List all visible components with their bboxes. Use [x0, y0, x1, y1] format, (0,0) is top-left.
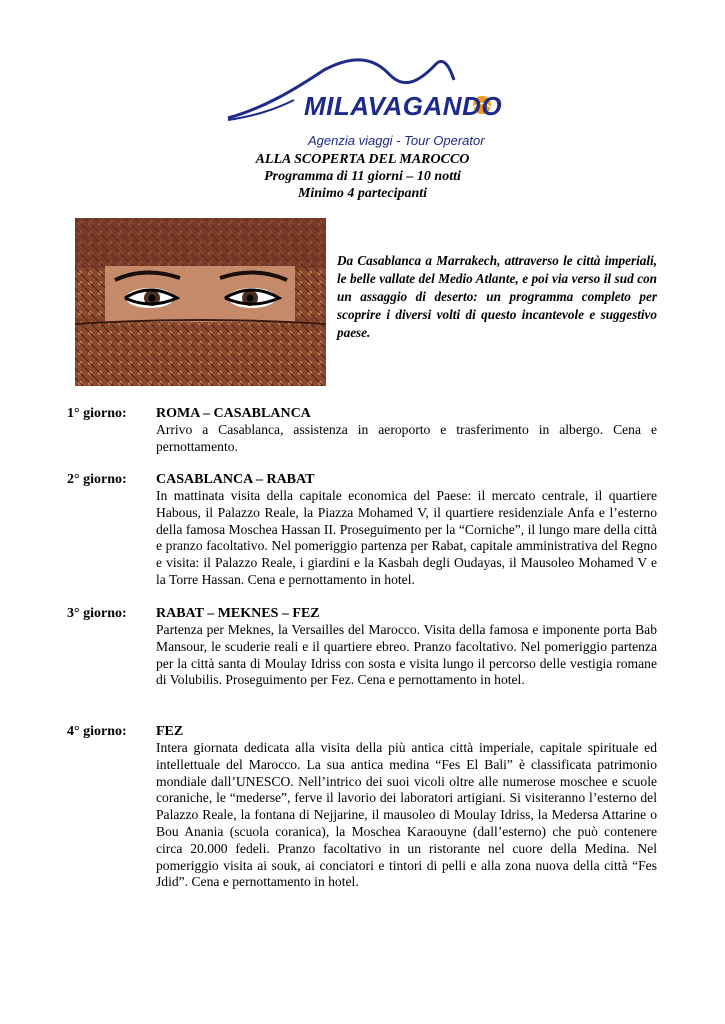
day-description: Arrivo a Casablanca, assistenza in aeroporto e trasferimento in albergo. Cena e pernottamento. — [156, 422, 657, 454]
day-label: 3° giorno: — [67, 606, 127, 621]
company-logo — [224, 50, 504, 155]
document-title: ALLA SCOPERTA DEL MAROCCO — [255, 152, 470, 167]
day-title: CASABLANCA – RABAT — [156, 472, 315, 487]
day-description: Intera giornata dedicata alla visita della più antica città imperiale, capitale spirituale ed intellettuale del Marocco. La sua antica medina “Fes El Bali” è classificata patrimonio mondiale dall’UNESCO. Nell’intrico dei suoi vicoli oltre alle numerose moschee e scuole coraniche, le “mederse”, ferve il lavorio dei laboratori artigiani. Si visiteranno l’esterno del Palazzo Reale, la fontana di Nejjarine, il mausoleo di Moulay Idriss, la Medersa Attarine o Bou Anania (scuola coranica), la Moschea Karaouyne (dall’esterno) che può contenere circa 20.000 fedeli. Pranzo facoltativo in un ristorante nel cuore della Medina. Nel pomeriggio visita ai souk, ai conciatori e tintori di pelli e alla zona nuova della città “Fes Jdid”. Cena e pernottamento in hotel. — [156, 740, 657, 890]
day-label: 1° giorno: — [67, 406, 127, 421]
day-label: 4° giorno: — [67, 724, 127, 739]
day-title: FEZ — [156, 724, 184, 739]
day-title: RABAT – MEKNES – FEZ — [156, 606, 320, 621]
day-title: ROMA – CASABLANCA — [156, 406, 311, 421]
logo-brand: MILAVAGANDO — [304, 91, 503, 121]
intro-paragraph: Da Casablanca a Marrakech, attraverso le città imperiali, le belle vallate del Medio Atlante, e poi via verso il sud con un assaggio di deserto: un programma completo per scoprire i diversi volti di questo incantevole e suggestivo paese. — [337, 253, 657, 340]
document-header — [0, 151, 725, 202]
day-description: Partenza per Meknes, la Versailles del Marocco. Visita della famosa e imponente porta Bab Mansour, le scuderie reali e il quartiere ebreo. Pranzo facoltativo. Nel pomeriggio partenza per la città santa di Moulay Idriss con sosta e visita lungo il percorso delle vestigia romane di Volubilis. Proseguimento per Fez. Cena e pernottamento in hotel. — [156, 622, 657, 688]
day-label: 2° giorno: — [67, 472, 127, 487]
logo-tagline: Agenzia viaggi - Tour Operator — [308, 133, 485, 148]
veiled-woman-photo — [75, 218, 326, 386]
day-description: In mattinata visita della capitale economica del Paese: il mercato centrale, il quartiere Habous, il Palazzo Reale, la Piazza Mohamed V, il quartiere residenziale Anfa e l’esterno della famosa Moschea Hassan II. Proseguimento per la “Corniche”, il lungo mare della città e pranzo facoltativo. Nel pomeriggio partenza per Rabat, capitale amministrativa del Regno e visita: il Palazzo Reale, i giardini e la Kasbah degli Oudayas, il Mausoleo Mohamed V e la Torre Hassan. Cena e pernottamento in hotel. — [156, 488, 657, 587]
minimum-participants: Minimo 4 partecipanti — [297, 186, 428, 201]
veiled-woman-icon — [75, 218, 326, 386]
program-duration: Programma di 11 giorni – 10 notti — [264, 169, 461, 184]
